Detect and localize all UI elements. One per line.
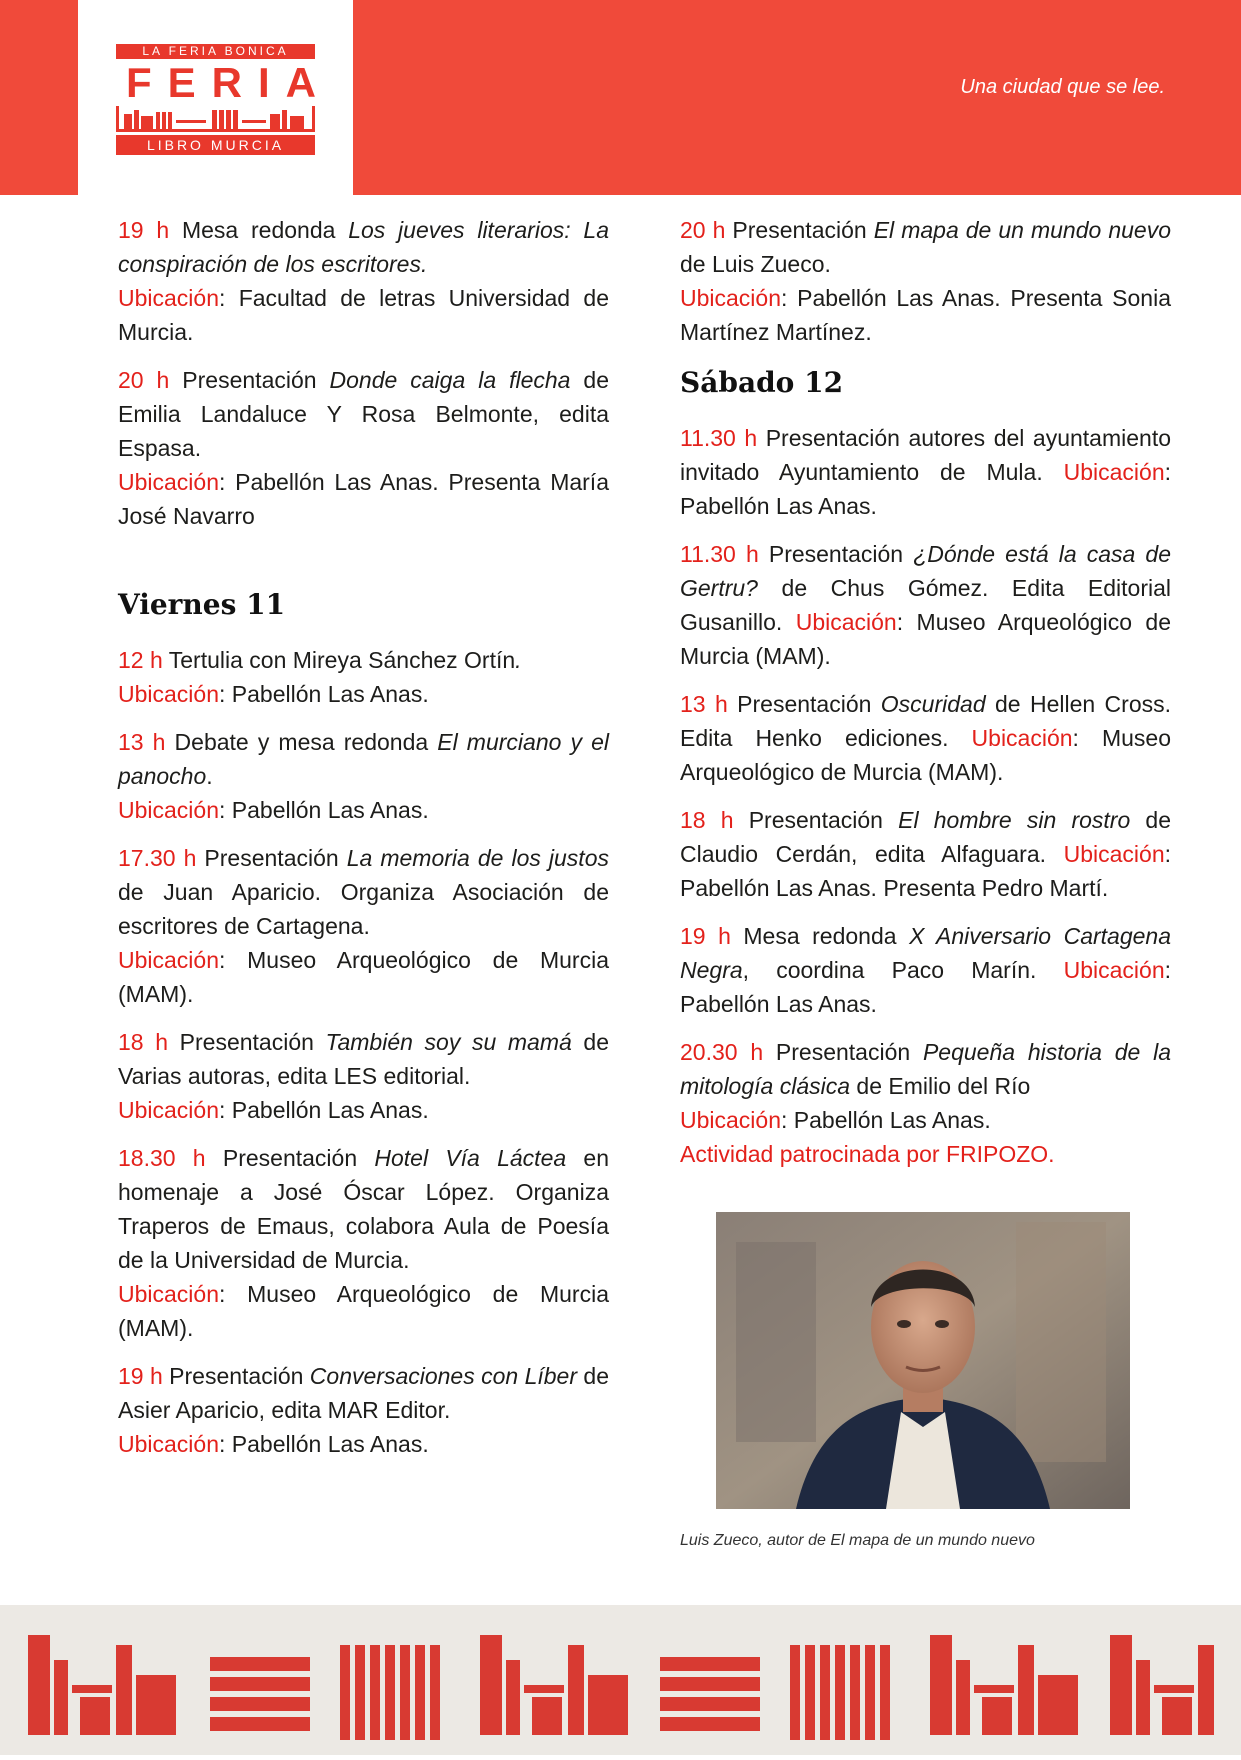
portrait-image: [716, 1212, 1130, 1509]
event-entry: 12 h Tertulia con Mireya Sánchez Ortín. Ubicación: Pabellón Las Anas.: [118, 647, 522, 707]
event-entry: 18 h Presentación También soy su mamá de Varias autoras, edita LES editorial. Ubicación: Pabellón Las Anas.: [118, 1029, 610, 1123]
tagline: Una ciudad que se lee.: [960, 76, 1165, 98]
logo-bottom-text: LIBRO MURCIA: [116, 135, 315, 155]
day-heading-sabado: Sábado 12: [680, 366, 844, 399]
right-column: [680, 213, 1171, 1185]
bookshelf-icon: [116, 106, 315, 132]
left-column: [118, 213, 609, 1475]
feria-logo: [116, 44, 332, 156]
event-entry: 11.30 h Presentación ¿Dónde está la casa de Gertru? de Chus Gómez. Edita Editorial Gusanillo. Ubicación: Museo Arqueológico de Murcia (MAM).: [680, 541, 1172, 669]
sponsor-note: Actividad patrocinada por FRIPOZO.: [680, 1141, 1055, 1167]
event-entry: 19 h Presentación Conversaciones con Líber de Asier Aparicio, edita MAR Editor. Ubicación: Pabellón Las Anas.: [118, 1363, 609, 1457]
event-entry: 17.30 h Presentación La memoria de los justos de Juan Aparicio. Organiza Asociación de escritores de Cartagena. Ubicación: Museo Arqueológico de Murcia (MAM).: [118, 845, 609, 1007]
event-entry: 20 h Presentación El mapa de un mundo nuevo de Luis Zueco. Ubicación: Pabellón Las Anas. Presenta Sonia Martínez Martínez.: [680, 217, 1172, 345]
header-banner: [0, 0, 1241, 195]
event-entry: 20 h Presentación Donde caiga la flecha de Emilia Landaluce Y Rosa Belmonte, edita Espasa. Ubicación: Pabellón Las Anas. Presenta María José Navarro: [118, 367, 609, 529]
event-entry: 13 h Presentación Oscuridad de Hellen Cross. Edita Henko ediciones. Ubicación: Museo Arqueológico de Murcia (MAM).: [680, 691, 1171, 785]
event-entry: 18 h Presentación El hombre sin rostro de Claudio Cerdán, edita Alfaguara. Ubicación: Pabellón Las Anas. Presenta Pedro Martí.: [680, 807, 1171, 901]
logo-word: FERIA: [126, 59, 332, 106]
footer-decoration: [0, 1605, 1241, 1755]
event-entry: 19 h Mesa redonda Los jueves literarios: La conspiración de los escritores. Ubicación: Facultad de letras Universidad de Murcia.: [118, 217, 610, 345]
author-photo: [716, 1212, 1130, 1509]
photo-caption: Luis Zueco, autor de El mapa de un mundo nuevo: [680, 1532, 1035, 1549]
event-entry: 18.30 h Presentación Hotel Vía Láctea en homenaje a José Óscar López. Organiza Traperos de Emaus, colabora Aula de Poesía de la Universidad de Murcia. Ubicación: Museo Arqueológico de Murcia (MAM).: [118, 1145, 609, 1341]
event-entry: 19 h Mesa redonda X Aniversario Cartagena Negra, coordina Paco Marín. Ubicación: Pabellón Las Anas.: [680, 923, 1172, 1017]
event-entry: 13 h Debate y mesa redonda El murciano y el panocho. Ubicación: Pabellón Las Anas.: [118, 729, 609, 823]
event-entry: 20.30 h Presentación Pequeña historia de la mitología clásica de Emilio del Río Ubicación: Pabellón Las Anas. Actividad patrocinada por FRIPOZO.: [680, 1039, 1172, 1167]
day-heading-viernes: Viernes 11: [118, 588, 286, 621]
logo-top-text: LA FERIA BONICA: [116, 44, 315, 59]
event-entry: 11.30 h Presentación autores del ayuntamiento invitado Ayuntamiento de Mula. Ubicación: Pabellón Las Anas.: [680, 425, 1172, 519]
bookshelf-pattern-icon: [0, 1605, 1241, 1755]
